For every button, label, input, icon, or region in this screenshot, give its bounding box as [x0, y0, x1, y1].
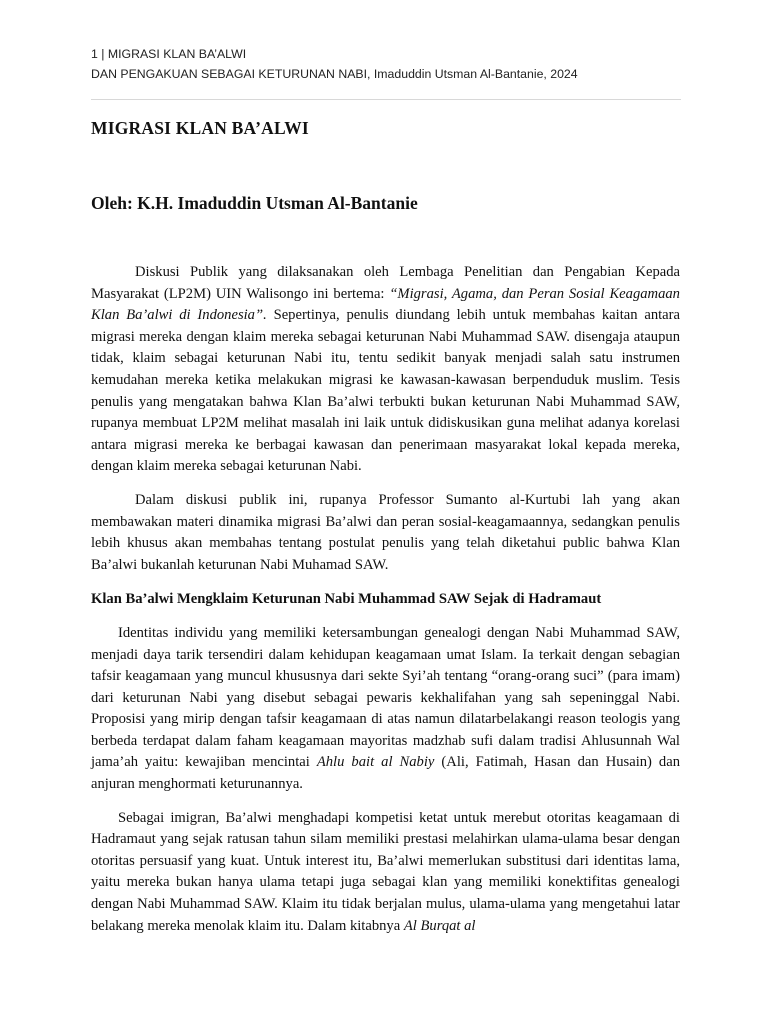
paragraph-3: [91, 623, 680, 796]
paragraph-3-text-a: Identitas individu yang memiliki ketersambungan genealogi dengan Nabi Muhammad SAW, menjadi daya tarik tersendiri dalam kehidupan keagamaan umat Islam. Ia terkait dengan sebagian tafsir keagamaan yang muncul khususnya dari sekte Syi’ah tentang “orang-orang suci” (para imam) dari keturunan Nabi yang disebut sebagai pewaris kekhalifahan yang sah sepeninggal Nabi. Proposisi yang mirip dengan tafsir keagamaan di atas namun dilatarbelakangi reason teologis yang berbeda terdapat dalam faham keagamaan mayoritas madzhab sufi dalam tradisi Ahlusunnah Wal jama’ah yaitu: kewajiban mencintai: [91, 624, 680, 771]
author-line: Oleh: K.H. Imaduddin Utsman Al-Bantanie: [91, 193, 418, 213]
paragraph-1: [91, 262, 680, 478]
paragraph-4-text-a: Sebagai imigran, Ba’alwi menghadapi kompetisi ketat untuk merebut otoritas keagamaan di Hadramaut yang sejak ratusan tahun silam memiliki prestasi melahirkan ulama-ulama besar dengan otoritas persuasif yang kuat. Untuk interest itu, Ba’alwi memerlukan substitusi dari identitas lama, yaitu mereka bukan hanya ulama tetapi juga sebagai klan yang memiliki konektifitas genealogi dengan Nabi Muhammad SAW. Klaim itu tidak berjalan mulus, ulama-ulama yang mengetahui latar belakang mereka menolak klaim itu. Dalam kitabnya: [91, 809, 680, 934]
header-divider: [91, 99, 681, 100]
running-header: [91, 44, 691, 84]
document-body: [91, 262, 680, 937]
paragraph-4: [91, 808, 680, 938]
paragraph-1-theme: “Migrasi, Agama, dan Peran Sosial Keagamaan Klan Ba’alwi di Indonesia”.: [91, 285, 680, 324]
paragraph-3-text-b: (Ali, Fatimah, Hasan dan Husain) dan anjuran menghormati keturunannya.: [91, 754, 680, 793]
paragraph-3-italic-term: Ahlu bait al Nabiy: [316, 754, 435, 771]
document-title: MIGRASI KLAN BA’ALWI: [91, 118, 309, 138]
paragraph-4-italic-title: Al Burqat al: [403, 917, 476, 934]
paragraph-2: Dalam diskusi publik ini, rupanya Professor Sumanto al-Kurtubi lah yang akan membawakan materi dinamika migrasi Ba’alwi dan peran sosial-keagamaannya, sedangkan penulis lebih khusus akan membahas tentang postulat penulis yang telah diketahui public bahwa Klan Ba’alwi bukanlah keturunan Nabi Muhamad SAW.: [91, 491, 680, 573]
section-heading: Klan Ba’alwi Mengklaim Keturunan Nabi Muhammad SAW Sejak di Hadramaut: [91, 591, 602, 608]
header-line-1: 1 | MIGRASI KLAN BA’ALWI: [91, 47, 247, 61]
paragraph-1-text-a: Diskusi Publik yang dilaksanakan oleh Lembaga Penelitian dan Pengabian Kepada Masyarakat (LP2M) UIN Walisongo ini bertema:: [91, 264, 680, 302]
paragraph-1-text-b: Sepertinya, penulis diundang lebih untuk membahas kaitan antara migrasi mereka dengan klaim mereka sebagai keturunan Nabi Muhammad SAW. disengaja ataupun tidak, klaim sebagai keturunan Nabi itu, tentu sedikit banyak menjadi salah satu instrumen kemudahan mereka ketika melakukan migrasi ke kawasan-kawasan berpenduduk muslim. Tesis penulis yang mengatakan bahwa Klan Ba’alwi terbukti bukan keturunan Nabi Muhammad SAW, rupanya membuat LP2M melihat masalah ini laik untuk didiskusikan guna melihat adanya korelasi antara migrasi mereka ke berbagai kawasan dan penerimaan masyarakat lokal kepada mereka, dengan klaim mereka sebagai keturunan Nabi.: [91, 307, 680, 475]
header-line-2: DAN PENGAKUAN SEBAGAI KETURUNAN NABI, Imaduddin Utsman Al-Bantanie, 2024: [91, 67, 578, 81]
